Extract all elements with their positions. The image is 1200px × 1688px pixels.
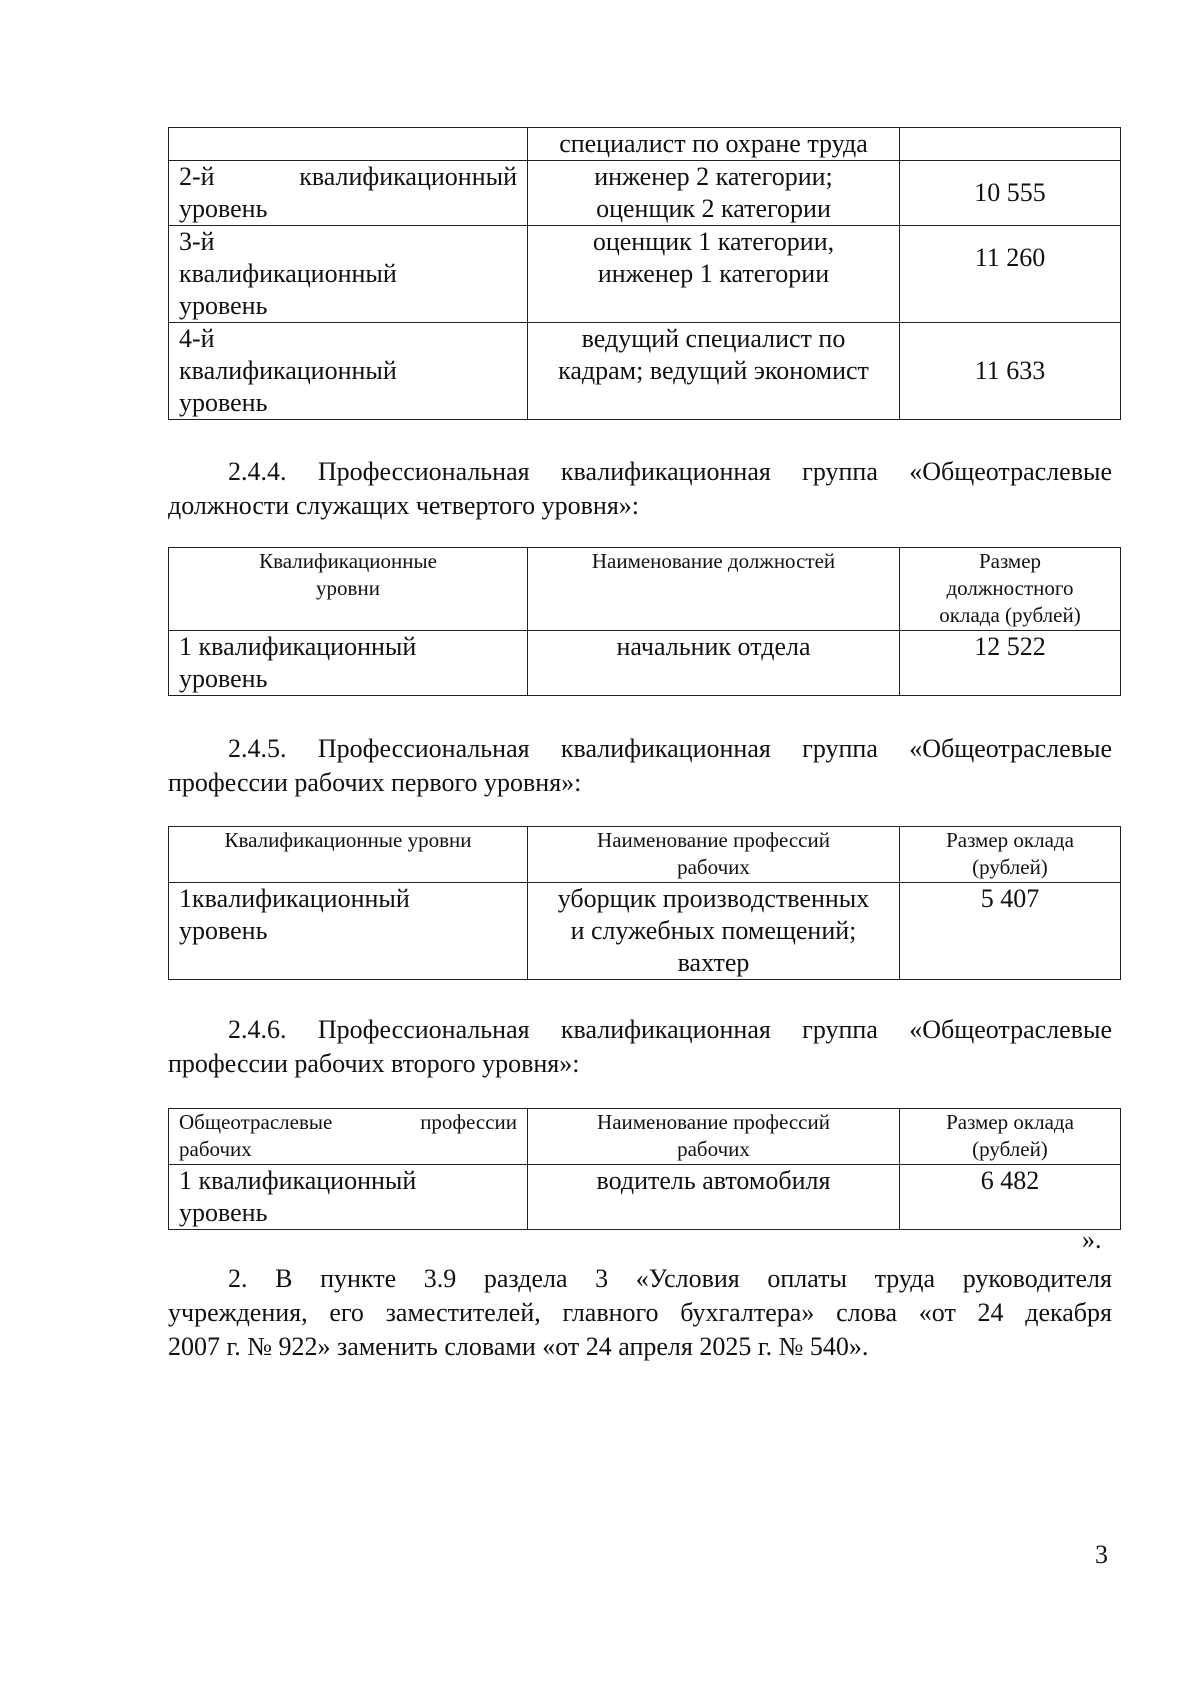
section-2-4-4-heading: [168, 455, 1112, 523]
level-cell: 1квалификационный уровень: [169, 883, 528, 980]
salary-cell: [900, 128, 1121, 161]
item-2-paragraph: [168, 1262, 1112, 1364]
table-row: [169, 161, 1121, 226]
level-number: 2-й: [179, 162, 215, 191]
paragraph-line: 2.4.5. Профессиональная квалификационная группа «Общеотраслевые: [228, 734, 1112, 763]
table-header-row: [169, 827, 1121, 883]
level-word: квалификационный: [299, 162, 517, 191]
header-word: профессии: [420, 1110, 517, 1134]
positions-cell: инженер 2 категории; оценщик 2 категории: [528, 161, 900, 226]
table-row: [169, 1165, 1121, 1230]
table-header-row: [169, 548, 1121, 631]
column-header: Размер оклада (рублей): [900, 827, 1121, 883]
page-number: 3: [1095, 1540, 1108, 1569]
salary-cell: 11 260: [900, 226, 1121, 323]
table-row: [169, 883, 1121, 980]
column-header: Наименование должностей: [528, 548, 900, 631]
paragraph-line: 2.4.4. Профессиональная квалификационная группа «Общеотраслевые: [228, 457, 1112, 486]
header-word: рабочих: [179, 1137, 252, 1161]
column-header: Квалификационные уровни: [169, 548, 528, 631]
table-row: [169, 128, 1121, 161]
level-cell: [169, 161, 528, 226]
column-header: Наименование профессий рабочих: [528, 1109, 900, 1165]
section-2-4-6-heading: [168, 1013, 1112, 1081]
header-word: Общеотраслевые: [179, 1110, 333, 1134]
paragraph-line: должности служащих четвертого уровня»:: [168, 491, 640, 520]
table-header-row: [169, 1109, 1121, 1165]
salary-cell: 5 407: [900, 883, 1121, 980]
column-header: Размер должностного оклада (рублей): [900, 548, 1121, 631]
table-row: [169, 226, 1121, 323]
table-qualification-levels-4: [168, 547, 1121, 696]
salary-cell: 12 522: [900, 631, 1121, 696]
positions-cell: оценщик 1 категории, инженер 1 категории: [528, 226, 900, 323]
positions-cell: специалист по охране труда: [528, 128, 900, 161]
paragraph-line: учреждения, его заместителей, главного бухгалтера» слова «от 24 декабря: [168, 1298, 1112, 1327]
level-cell: 1 квалификационный уровень: [169, 631, 528, 696]
level-suffix: уровень: [179, 194, 268, 223]
closing-quote: ».: [1082, 1225, 1102, 1254]
salary-cell: 6 482: [900, 1165, 1121, 1230]
paragraph-line: 2007 г. № 922» заменить словами «от 24 апреля 2025 г. № 540».: [168, 1332, 869, 1361]
paragraph-line: 2. В пункте 3.9 раздела 3 «Условия оплаты труда руководителя: [228, 1264, 1112, 1293]
positions-cell: ведущий специалист по кадрам; ведущий экономист: [528, 323, 900, 420]
column-header: [169, 1109, 528, 1165]
salary-cell: 11 633: [900, 323, 1121, 420]
paragraph-line: профессии рабочих второго уровня»:: [168, 1049, 580, 1078]
table-workers-level-2: [168, 1108, 1121, 1230]
salary-cell: 10 555: [900, 161, 1121, 226]
paragraph-line: профессии рабочих первого уровня»:: [168, 768, 582, 797]
positions-cell: начальник отдела: [528, 631, 900, 696]
level-cell: 3-й квалификационный уровень: [169, 226, 528, 323]
level-cell: 1 квалификационный уровень: [169, 1165, 528, 1230]
table-row: [169, 631, 1121, 696]
level-cell: 4-й квалификационный уровень: [169, 323, 528, 420]
column-header: Квалификационные уровни: [169, 827, 528, 883]
positions-cell: уборщик производственных и служебных помещений; вахтер: [528, 883, 900, 980]
column-header: Размер оклада (рублей): [900, 1109, 1121, 1165]
level-cell: [169, 128, 528, 161]
paragraph-line: 2.4.6. Профессиональная квалификационная группа «Общеотраслевые: [228, 1015, 1112, 1044]
positions-cell: водитель автомобиля: [528, 1165, 900, 1230]
table-qualification-levels-3: [168, 127, 1121, 420]
column-header: Наименование профессий рабочих: [528, 827, 900, 883]
table-workers-level-1: [168, 826, 1121, 980]
table-row: [169, 323, 1121, 420]
section-2-4-5-heading: [168, 732, 1112, 800]
